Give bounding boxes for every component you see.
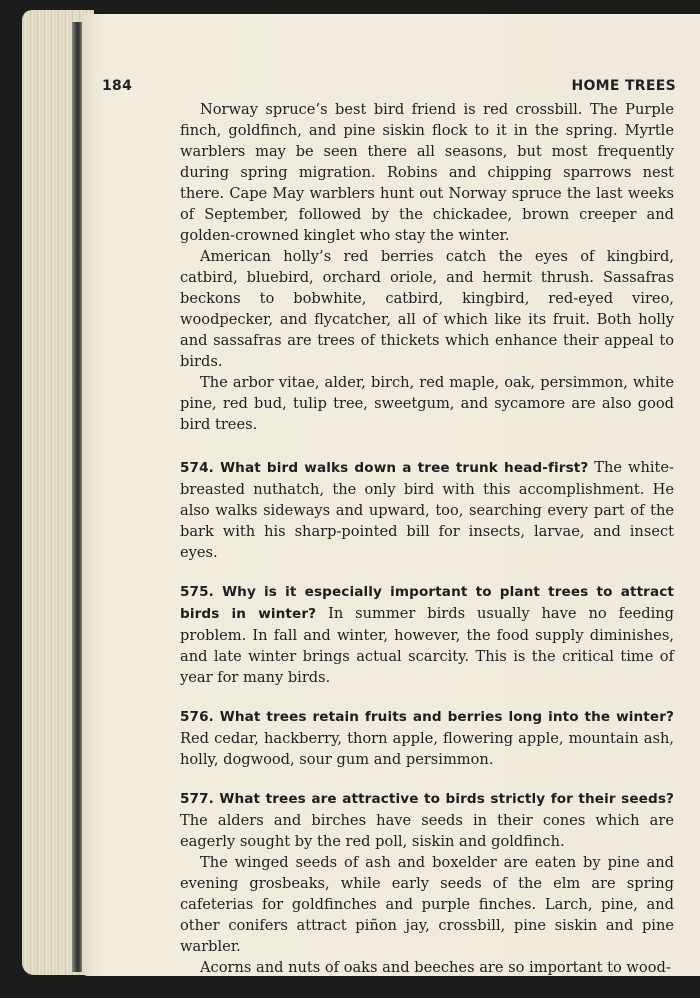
qa-entry-576	[180, 706, 674, 770]
answer-577-continuation: The winged seeds of ash and boxelder are eaten by pine and evening grosbeaks, while early seeds of the elm are spring cafeterias for goldfinches and purple finches. Larch, pine, and other conifers attract piñon jay, crossbill, pine siskin and pine warbler.	[180, 854, 674, 955]
qa-entry-574	[180, 457, 674, 563]
qa-entry-575	[180, 581, 674, 688]
running-head: HOME TREES	[571, 78, 676, 94]
answer-576: Red cedar, hackberry, thorn apple, flowering apple, mountain ash, holly, dogwood, sour gum and persimmon.	[180, 730, 674, 768]
question-574: 574. What bird walks down a tree trunk head-first?	[180, 460, 589, 476]
intro-paragraph: American holly’s red berries catch the eyes of kingbird, catbird, bluebird, orchard oriole, and hermit thrush. Sassafras beckons to bobwhite, catbird, kingbird, red-eyed vireo, woodpecker, and flycatcher, all of which like its fruit. Both holly and sassafras are trees of thickets which enhance their appeal to birds.	[180, 248, 674, 370]
question-576: 576. What trees retain fruits and berries long into the winter?	[180, 709, 674, 725]
intro-paragraph: The arbor vitae, alder, birch, red maple, oak, persimmon, white pine, red bud, tulip tree, sweetgum, and sycamore are also good bird trees.	[180, 374, 674, 433]
question-577: 577. What trees are attractive to birds strictly for their seeds?	[180, 791, 674, 807]
answer-574: The white-breasted nuthatch, the only bird with this accomplishment. He also walks sideways and upward, too, searching every part of the bark with his sharp-pointed bill for insects, larvae, and insect eyes.	[180, 459, 674, 561]
qa-entry-577	[180, 788, 674, 852]
text-block	[180, 99, 674, 978]
intro-paragraph: Norway spruce’s best bird friend is red crossbill. The Purple finch, goldfinch, and pine siskin flock to it in the spring. Myrtle warblers may be seen there all seasons, but most frequently during spring migration. Robins and chipping sparrows nest there. Cape May warblers hunt out Norway spruce the last weeks of September, followed by the chickadee, brown creeper and golden-crowned kinglet who stay the winter.	[180, 101, 674, 244]
answer-575: In summer birds usually have no feeding problem. In fall and winter, however, the food supply diminishes, and late winter brings actual scarcity. This is the critical time of year for many birds.	[180, 605, 674, 686]
answer-577-continuation: Acorns and nuts of oaks and beeches are so important to wood-	[200, 959, 671, 976]
page-header	[102, 78, 678, 100]
answer-577: The alders and birches have seeds in their cones which are eagerly sought by the red poll, siskin and goldfinch.	[180, 812, 674, 850]
page-number: 184	[102, 78, 133, 94]
spine-shadow	[72, 22, 82, 972]
question-575: 575. Why is it especially important to plant trees to attract birds in winter?	[180, 584, 674, 622]
